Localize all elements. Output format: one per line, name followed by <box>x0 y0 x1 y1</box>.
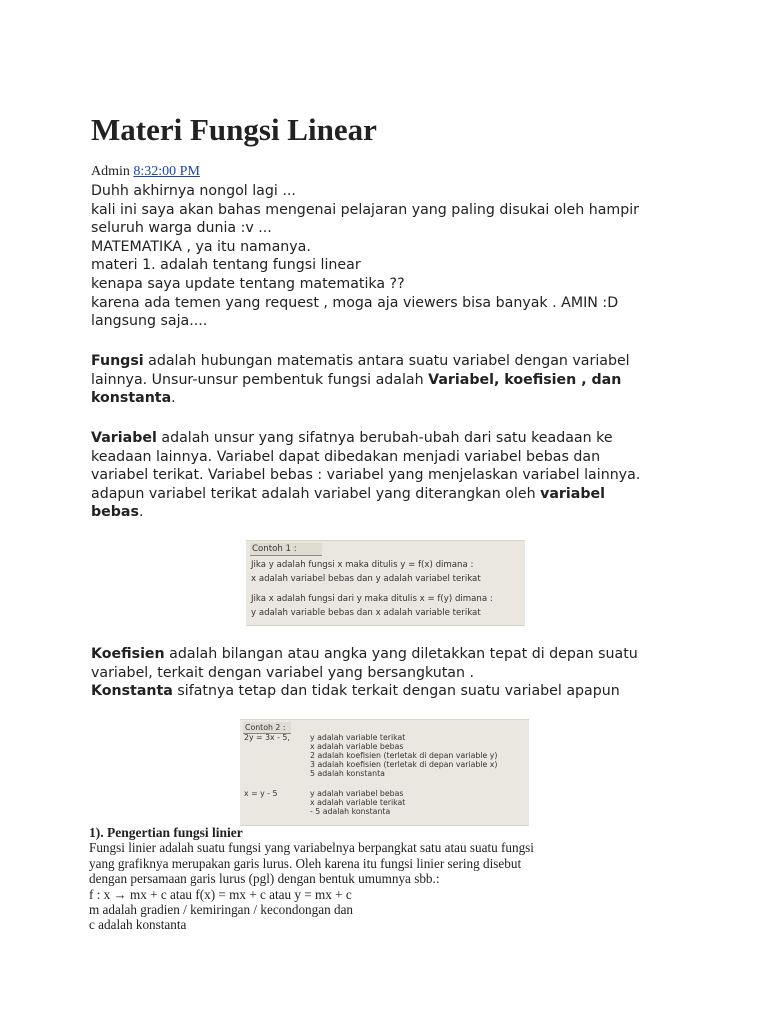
fungsi-text: lainnya. Unsur-unsur pembentuk fungsi adalah <box>91 371 429 388</box>
koefisien-text: adalah bilangan atau angka yang diletakkan tepat di depan suatu <box>164 646 638 662</box>
pengertian-line: Fungsi linier adalah suatu fungsi yang variabelnya berpangkat satu atau suatu fungsi <box>89 840 534 856</box>
pengertian-line: c adalah konstanta <box>89 917 187 933</box>
koefisien-paragraph <box>91 645 691 701</box>
post-meta <box>91 164 200 180</box>
variabel-paragraph <box>91 429 691 522</box>
variabel-text: . <box>138 504 144 521</box>
contoh-2-line: - 5 adalah konstanta <box>310 807 391 816</box>
variabel-text: adapun variabel terikat adalah variabel yang diterangkan oleh <box>91 485 541 502</box>
contoh-1-line: Jika y adalah fungsi x maka ditulis y = f(x) dimana : <box>251 560 474 570</box>
contoh-1-line: x adalah variabel bebas dan y adalah variabel terikat <box>251 574 481 584</box>
fungsi-elements: konstanta <box>91 390 172 407</box>
pengertian-line: f : x → mx + c atau f(x) = mx + c atau y = mx + c <box>89 886 352 902</box>
contoh-1-header: Contoh 1 : <box>250 543 322 556</box>
variabel-bold: bebas <box>91 504 139 521</box>
contoh-2-header: Contoh 2 : <box>243 722 291 734</box>
post-time-link[interactable]: 8:32:00 PM <box>133 164 200 179</box>
intro-line: Duhh akhirnya nongol lagi ... <box>91 183 296 199</box>
intro-line: kenapa saya update tentang matematika ?? <box>91 275 405 292</box>
konstanta-term: Konstanta <box>91 683 173 700</box>
intro-line: kali ini saya akan bahas mengenai pelajaran yang paling disukai oleh hampir <box>91 201 639 218</box>
contoh-1-line: y adalah variable bebas dan x adalah variable terikat <box>251 608 481 618</box>
variabel-term: Variabel <box>91 430 157 446</box>
pengertian-heading: 1). Pengertian fungsi linier <box>89 825 243 840</box>
fungsi-paragraph <box>91 352 691 408</box>
fungsi-term: Fungsi <box>91 353 144 369</box>
variabel-text: adalah unsur yang sifatnya berubah-ubah dari satu keadaan ke <box>156 430 613 446</box>
post-author: Admin <box>91 164 130 179</box>
contoh-2-line: 5 adalah konstanta <box>310 769 385 778</box>
pengertian-section <box>89 825 609 933</box>
fungsi-text: adalah hubungan matematis antara suatu variabel dengan variabel <box>143 353 630 369</box>
contoh-2-line: y adalah variabel bebas <box>310 789 404 798</box>
intro-line: langsung saja.... <box>91 313 208 330</box>
intro-line: MATEMATIKA , ya itu namanya. <box>91 238 311 255</box>
fungsi-text: . <box>171 390 176 407</box>
koefisien-text: variabel, terkait dengan variabel yang bersangkutan . <box>91 664 475 681</box>
contoh-1-line: Jika x adalah fungsi dari y maka ditulis x = f(y) dimana : <box>251 594 493 604</box>
intro-line: materi 1. adalah tentang fungsi linear <box>91 257 361 274</box>
contoh-2-equation: 2y = 3x - 5, <box>244 733 290 742</box>
contoh-2-image <box>240 719 529 826</box>
pengertian-line: dengan persamaan garis lurus (pgl) dengan bentuk umumnya sbb.: <box>89 871 440 887</box>
contoh-2-line: x adalah variable terikat <box>310 798 406 807</box>
pengertian-line: yang grafiknya merupakan garis lurus. Oleh karena itu fungsi linier sering disebut <box>89 855 522 871</box>
variabel-bold: variabel <box>540 485 605 502</box>
pengertian-line: m adalah gradien / kemiringan / kecondongan dan <box>89 902 354 918</box>
koefisien-term: Koefisien <box>91 646 165 662</box>
variabel-text: variabel terikat. Variabel bebas : variabel yang menjelaskan variabel lainnya. <box>91 467 641 484</box>
contoh-1-image <box>246 540 525 626</box>
contoh-2-line: x adalah variable bebas <box>310 742 404 751</box>
intro-paragraph <box>91 182 691 331</box>
contoh-2-equation: x = y - 5 <box>244 789 278 798</box>
konstanta-text: sifatnya tetap dan tidak terkait dengan suatu variabel apapun <box>172 683 620 700</box>
intro-line: seluruh warga dunia :v ... <box>91 220 272 237</box>
contoh-2-line: 3 adalah koefisien (terletak di depan variable x) <box>310 760 498 769</box>
post-title: Materi Fungsi Linear <box>91 112 377 147</box>
fungsi-elements: Variabel, koefisien , dan <box>428 371 622 388</box>
contoh-2-line: y adalah variable terikat <box>310 733 406 742</box>
contoh-2-line: 2 adalah koefisien (terletak di depan variable y) <box>310 751 498 760</box>
intro-line: karena ada temen yang request , moga aja viewers bisa banyak . AMIN :D <box>91 294 619 311</box>
variabel-text: keadaan lainnya. Variabel dapat dibedakan menjadi variabel bebas dan <box>91 448 601 465</box>
